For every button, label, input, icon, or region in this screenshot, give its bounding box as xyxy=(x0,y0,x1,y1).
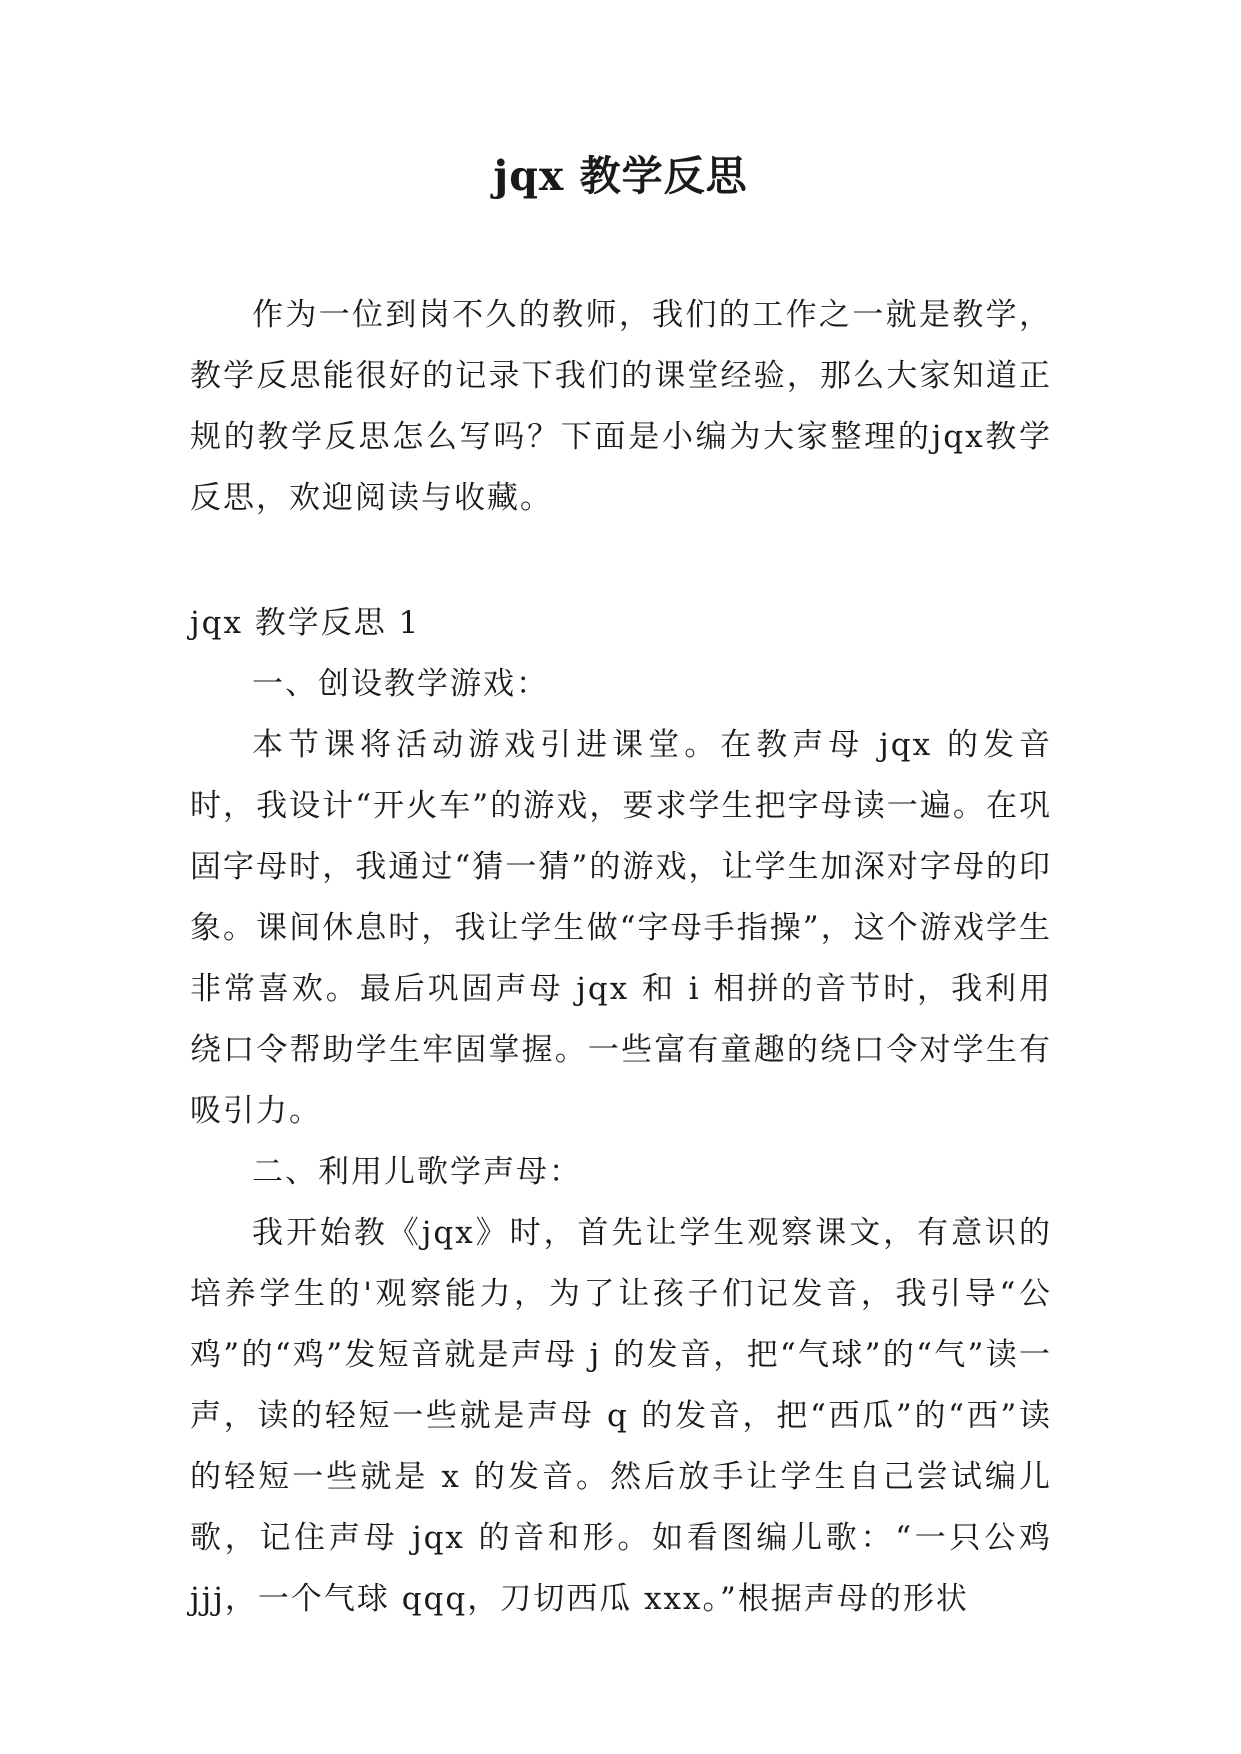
subsection-body-1: 本节课将活动游戏引进课堂。在教声母 jqx 的发音时，我设计“开火车”的游戏，要求学生把字母读一遍。在巩固字母时，我通过“猜一猜”的游戏，让学生加深对字母的印象。课间休息时，我让学生做“字母手指操”，这个游戏学生非常喜欢。最后巩固声母 jqx 和 i 相拼的音节时，我利用绕口令帮助学生牢固掌握。一些富有童趣的绕口令对学生有吸引力。 xyxy=(190,727,1052,1129)
subsection-title-1: 一、创设教学游戏： xyxy=(252,666,549,702)
subsection-body-2: 我开始教《jqx》时，首先让学生观察课文，有意识的培养学生的'观察能力，为了让孩子们记发音，我引导“公鸡”的“鸡”发短音就是声母 j 的发音，把“气球”的“气”读一声，读的轻短一些就是声母 q 的发音，把“西瓜”的“西”读的轻短一些就是 x 的发音。然后放手让学生自己尝试编儿歌，记住声母 jqx 的音和形。如看图编儿歌：“一只公鸡 jjj，一个气球 qqq，刀切西瓜 xxx。”根据声母的形状 xyxy=(190,1215,1052,1617)
section-heading: jqx 教学反思 1 xyxy=(190,605,421,641)
intro-paragraph: 作为一位到岗不久的教师，我们的工作之一就是教学，教学反思能很好的记录下我们的课堂经验，那么大家知道正规的教学反思怎么写吗？下面是小编为大家整理的jqx教学反思，欢迎阅读与收藏。 xyxy=(190,297,1052,516)
subsection-title-2: 二、利用儿歌学声母： xyxy=(252,1154,582,1190)
document-title: jqx 教学反思 xyxy=(493,152,748,200)
section-spacer xyxy=(190,529,1052,593)
document-body xyxy=(190,285,1052,1630)
